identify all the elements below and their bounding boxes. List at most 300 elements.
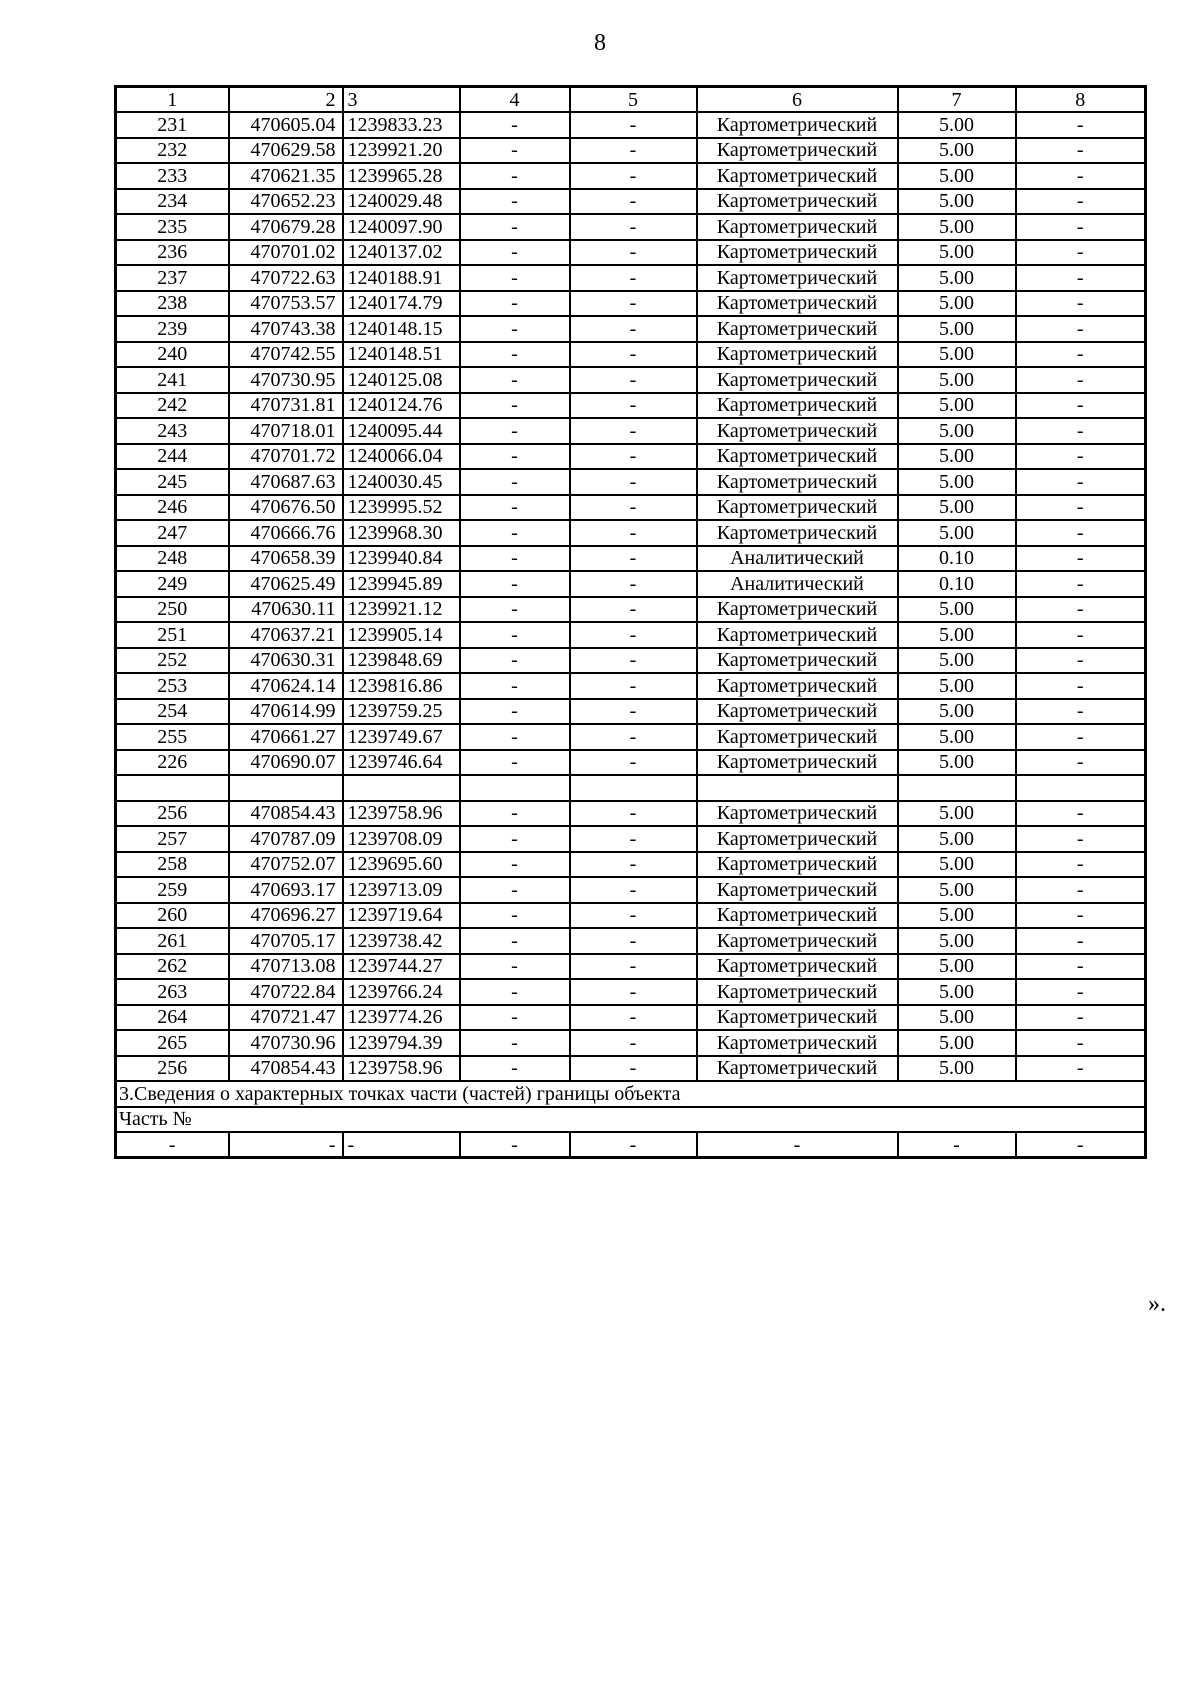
table-cell-col-1: 256 [116,801,229,827]
table-row [116,699,1146,725]
table-cell-col-1: 256 [116,1056,229,1082]
table-cell-col-8: - [1016,928,1146,954]
table-cell-col-4: - [460,648,570,674]
table-cell-col-7: 5.00 [898,1005,1016,1031]
table-cell-col-7: 5.00 [898,928,1016,954]
table-cell-col-3: 1240148.15 [343,316,460,342]
table-cell-col-4: - [460,163,570,189]
table-cell-col-8: - [1016,622,1146,648]
table-row [116,469,1146,495]
page-number: 8 [594,30,606,56]
table-cell-col-6: Картометрический [697,444,898,470]
table-cell-col-7: 5.00 [898,597,1016,623]
table-cell-col-1: 262 [116,954,229,980]
table-cell-col-7: 5.00 [898,954,1016,980]
table-row [116,418,1146,444]
table-cell-col-3: 1239713.09 [343,877,460,903]
table-cell-col-3: 1239695.60 [343,852,460,878]
table-cell-col-6: Картометрический [697,469,898,495]
table-cell-col-8: - [1016,265,1146,291]
table-cell-col-7: 5.00 [898,673,1016,699]
table-cell-col-6: Картометрический [697,265,898,291]
table-cell-col-5: - [570,1056,697,1082]
empty-cell [229,775,343,801]
table-cell-col-8: - [1016,316,1146,342]
table-row [116,852,1146,878]
table-cell-col-4: - [460,597,570,623]
table-cell-col-4: - [460,571,570,597]
table-cell-col-5: - [570,342,697,368]
table-cell-col-2: 470637.21 [229,622,343,648]
table-cell-col-4: - [460,724,570,750]
table-cell-col-8: - [1016,138,1146,164]
table-cell-col-2: 470752.07 [229,852,343,878]
table-cell-col-3: - [343,1132,460,1158]
table-cell-col-3: 1239738.42 [343,928,460,954]
table-row [116,240,1146,266]
table-cell-col-1: 238 [116,291,229,317]
table-cell-col-3: 1239708.09 [343,826,460,852]
empty-cell [1016,775,1146,801]
table-cell-col-8: - [1016,1030,1146,1056]
table-cell-col-3: 1239719.64 [343,903,460,929]
table-row [116,673,1146,699]
table-cell-col-6: Картометрический [697,1056,898,1082]
table-cell-col-8: - [1016,877,1146,903]
table-cell-col-7: 0.10 [898,571,1016,597]
table-cell-col-8: - [1016,801,1146,827]
table-cell-col-3: 1239766.24 [343,979,460,1005]
table-cell-col-7: 5.00 [898,699,1016,725]
table-cell-col-3: 1239759.25 [343,699,460,725]
table-cell-col-2: 470701.72 [229,444,343,470]
table-cell-col-1: 236 [116,240,229,266]
table-cell-col-2: 470605.04 [229,112,343,138]
table-cell-col-6: Картометрический [697,1030,898,1056]
table-cell-col-7: 5.00 [898,393,1016,419]
table-cell-col-1: 239 [116,316,229,342]
table-cell-col-1: 1 [116,87,229,113]
table-cell-col-1: 231 [116,112,229,138]
table-cell-col-8: - [1016,903,1146,929]
table-cell-col-4: - [460,138,570,164]
table-cell-col-6: Картометрический [697,928,898,954]
table-cell-col-8: - [1016,444,1146,470]
table-cell-col-8: - [1016,673,1146,699]
table-row [116,444,1146,470]
table-cell-col-6: Картометрический [697,240,898,266]
table-row [116,495,1146,521]
table-cell-col-5: 5 [570,87,697,113]
table-cell-col-6: Картометрический [697,877,898,903]
table-cell-col-8: - [1016,546,1146,572]
table-cell-col-7: 5.00 [898,189,1016,215]
table-cell-col-8: - [1016,418,1146,444]
table-cell-col-4: - [460,112,570,138]
table-cell-col-7: 5.00 [898,852,1016,878]
table-cell-col-6: Картометрический [697,163,898,189]
table-cell-col-6: Картометрический [697,367,898,393]
table-cell-col-1: 248 [116,546,229,572]
table-cell-col-2: - [229,1132,343,1158]
table-cell-col-4: - [460,673,570,699]
table-cell-col-7: 5.00 [898,1056,1016,1082]
table-row [116,877,1146,903]
table-cell-col-6: Картометрический [697,648,898,674]
table-cell-col-6: Картометрический [697,801,898,827]
table-row [116,928,1146,954]
table-cell-col-1: 254 [116,699,229,725]
table-row [116,546,1146,572]
closing-quote-mark: ». [1148,1291,1166,1317]
table-cell-col-5: - [570,393,697,419]
table-row [116,520,1146,546]
section-title-row [116,1081,1146,1107]
section-title: 3.Сведения о характерных точках части (частей) границы объекта [116,1081,1146,1107]
table-cell-col-7: 5.00 [898,418,1016,444]
table-cell-col-4: - [460,826,570,852]
table-row [116,750,1146,776]
table-cell-col-1: 249 [116,571,229,597]
table-row [116,801,1146,827]
table-cell-col-2: 470722.63 [229,265,343,291]
table-cell-col-8: - [1016,240,1146,266]
table-header-row [116,87,1146,113]
table-cell-col-4: - [460,495,570,521]
table-cell-col-8: - [1016,954,1146,980]
table-row [116,571,1146,597]
table-cell-col-4: - [460,265,570,291]
table-cell-col-8: - [1016,189,1146,215]
table-cell-col-2: 470624.14 [229,673,343,699]
table-cell-col-2: 470693.17 [229,877,343,903]
table-cell-col-2: 470721.47 [229,1005,343,1031]
table-cell-col-5: - [570,367,697,393]
table-cell-col-3: 1239968.30 [343,520,460,546]
table-cell-col-1: 261 [116,928,229,954]
table-cell-col-7: 5.00 [898,342,1016,368]
table-cell-col-2: 470743.38 [229,316,343,342]
table-row [116,189,1146,215]
table-cell-col-5: - [570,928,697,954]
table-cell-col-5: - [570,240,697,266]
table-cell-col-5: - [570,571,697,597]
table-cell-col-2: 470753.57 [229,291,343,317]
table-cell-col-5: - [570,444,697,470]
table-cell-col-2: 470731.81 [229,393,343,419]
table-cell-col-7: 5.00 [898,112,1016,138]
table-cell-col-4: 4 [460,87,570,113]
table-cell-col-7: 5.00 [898,622,1016,648]
table-cell-col-6: Картометрический [697,112,898,138]
table-cell-col-6: Картометрический [697,903,898,929]
table-cell-col-3: 1239758.96 [343,1056,460,1082]
table-cell-col-1: 252 [116,648,229,674]
table-cell-col-2: 470625.49 [229,571,343,597]
table-cell-col-3: 1239848.69 [343,648,460,674]
table-cell-col-6: Картометрический [697,979,898,1005]
table-row [116,291,1146,317]
table-cell-col-8: - [1016,291,1146,317]
table-cell-col-1: 237 [116,265,229,291]
table-cell-col-3: 1240174.79 [343,291,460,317]
table-cell-col-7: 5.00 [898,163,1016,189]
table-cell-col-6: Картометрический [697,699,898,725]
table-cell-col-6: Картометрический [697,1005,898,1031]
table-row [116,724,1146,750]
table-cell-col-8: - [1016,597,1146,623]
table-cell-col-2: 470621.35 [229,163,343,189]
table-cell-col-4: - [460,954,570,980]
part-label-row [116,1107,1146,1133]
table-cell-col-4: - [460,469,570,495]
table-cell-col-5: - [570,469,697,495]
table-cell-col-6: Картометрический [697,342,898,368]
table-cell-col-3: 1239816.86 [343,673,460,699]
table-body [116,87,1146,1158]
table-cell-col-2: 470661.27 [229,724,343,750]
table-cell-col-7: 5.00 [898,138,1016,164]
table-cell-col-7: 5.00 [898,724,1016,750]
table-cell-col-5: - [570,418,697,444]
table-cell-col-7: 5.00 [898,877,1016,903]
table-cell-col-5: - [570,163,697,189]
table-cell-col-6: Аналитический [697,546,898,572]
table-cell-col-2: 470614.99 [229,699,343,725]
table-cell-col-4: - [460,214,570,240]
table-cell-col-5: - [570,903,697,929]
table-cell-col-4: - [460,801,570,827]
table-cell-col-5: - [570,673,697,699]
table-cell-col-1: 257 [116,826,229,852]
table-cell-col-5: - [570,979,697,1005]
table-cell-col-2: 470713.08 [229,954,343,980]
table-cell-col-1: 233 [116,163,229,189]
table-cell-col-6: Картометрический [697,724,898,750]
table-cell-col-4: - [460,1005,570,1031]
table-cell-col-2: 470730.96 [229,1030,343,1056]
table-cell-col-3: 1240125.08 [343,367,460,393]
table-cell-col-8: - [1016,342,1146,368]
table-cell-col-7: 5.00 [898,316,1016,342]
table-cell-col-1: 259 [116,877,229,903]
table-cell-col-3: 3 [343,87,460,113]
table-cell-col-3: 1239746.64 [343,750,460,776]
table-row [116,622,1146,648]
table-cell-col-1: 251 [116,622,229,648]
table-cell-col-7: 5.00 [898,214,1016,240]
table-cell-col-2: 470722.84 [229,979,343,1005]
table-cell-col-3: 1239965.28 [343,163,460,189]
table-cell-col-8: - [1016,648,1146,674]
table-cell-col-6: Картометрический [697,291,898,317]
table-cell-col-2: 470658.39 [229,546,343,572]
table-cell-col-2: 470687.63 [229,469,343,495]
table-cell-col-3: 1239749.67 [343,724,460,750]
table-cell-col-3: 1239758.96 [343,801,460,827]
table-row [116,648,1146,674]
table-cell-col-6: Картометрический [697,597,898,623]
table-cell-col-7: 5.00 [898,648,1016,674]
table-cell-col-4: - [460,342,570,368]
table-cell-col-7: 5.00 [898,495,1016,521]
part-row [116,1132,1146,1158]
table-cell-col-5: - [570,699,697,725]
table-cell-col-4: - [460,1030,570,1056]
table-cell-col-3: 1240124.76 [343,393,460,419]
table-cell-col-7: 5.00 [898,826,1016,852]
table-cell-col-2: 470696.27 [229,903,343,929]
table-cell-col-3: 1240097.90 [343,214,460,240]
table-cell-col-4: - [460,622,570,648]
table-cell-col-6: Картометрический [697,673,898,699]
table-cell-col-7: 0.10 [898,546,1016,572]
table-cell-col-8: - [1016,699,1146,725]
table-cell-col-2: 470730.95 [229,367,343,393]
table-cell-col-5: - [570,265,697,291]
table-cell-col-5: - [570,852,697,878]
table-cell-col-7: 7 [898,87,1016,113]
table-row [116,826,1146,852]
table-cell-col-4: - [460,852,570,878]
table-cell-col-5: - [570,826,697,852]
table-cell-col-2: 470690.07 [229,750,343,776]
coordinates-table [114,85,1147,1159]
table-cell-col-6: Картометрический [697,189,898,215]
table-row [116,214,1146,240]
table-cell-col-4: - [460,546,570,572]
table-cell-col-3: 1239921.20 [343,138,460,164]
table-cell-col-2: 470705.17 [229,928,343,954]
table-cell-col-5: - [570,189,697,215]
table-cell-col-1: 240 [116,342,229,368]
table-cell-col-8: - [1016,469,1146,495]
table-cell-col-6: Картометрический [697,826,898,852]
table-cell-col-5: - [570,877,697,903]
table-cell-col-7: 5.00 [898,265,1016,291]
table-cell-col-4: - [460,903,570,929]
table-row [116,1056,1146,1082]
table-cell-col-7: 5.00 [898,240,1016,266]
table-cell-col-8: - [1016,1132,1146,1158]
coordinates-table-wrapper [114,85,1144,1159]
table-cell-col-5: - [570,495,697,521]
table-cell-col-4: - [460,189,570,215]
table-cell-col-2: 470787.09 [229,826,343,852]
table-cell-col-4: - [460,418,570,444]
table-cell-col-6: Картометрический [697,852,898,878]
table-cell-col-1: 234 [116,189,229,215]
table-cell-col-4: - [460,520,570,546]
table-cell-col-8: - [1016,214,1146,240]
table-cell-col-1: 241 [116,367,229,393]
table-row [116,112,1146,138]
table-row [116,954,1146,980]
table-cell-col-4: - [460,1132,570,1158]
table-cell-col-3: 1240148.51 [343,342,460,368]
table-cell-col-2: 470679.28 [229,214,343,240]
table-cell-col-8: - [1016,112,1146,138]
table-cell-col-3: 1239905.14 [343,622,460,648]
table-cell-col-3: 1240137.02 [343,240,460,266]
table-cell-col-3: 1239921.12 [343,597,460,623]
table-row [116,903,1146,929]
table-row [116,265,1146,291]
table-cell-col-8: - [1016,495,1146,521]
table-cell-col-6: - [697,1132,898,1158]
table-row [116,979,1146,1005]
table-cell-col-6: Картометрический [697,495,898,521]
table-cell-col-8: - [1016,1005,1146,1031]
table-cell-col-7: 5.00 [898,291,1016,317]
table-cell-col-3: 1240029.48 [343,189,460,215]
table-cell-col-2: 470701.02 [229,240,343,266]
table-cell-col-3: 1240030.45 [343,469,460,495]
table-cell-col-5: - [570,597,697,623]
table-row [116,367,1146,393]
table-cell-col-1: 226 [116,750,229,776]
table-cell-col-8: - [1016,571,1146,597]
table-cell-col-1: 244 [116,444,229,470]
table-cell-col-2: 470652.23 [229,189,343,215]
table-cell-col-4: - [460,699,570,725]
empty-cell [697,775,898,801]
table-cell-col-7: 5.00 [898,520,1016,546]
table-cell-col-2: 470666.76 [229,520,343,546]
table-cell-col-1: 235 [116,214,229,240]
table-cell-col-7: 5.00 [898,979,1016,1005]
table-cell-col-5: - [570,622,697,648]
table-row [116,393,1146,419]
table-cell-col-6: Картометрический [697,520,898,546]
table-cell-col-2: 470718.01 [229,418,343,444]
table-cell-col-4: - [460,240,570,266]
table-cell-col-1: 247 [116,520,229,546]
table-cell-col-4: - [460,444,570,470]
table-cell-col-7: 5.00 [898,1030,1016,1056]
table-cell-col-2: 470854.43 [229,1056,343,1082]
table-cell-col-4: - [460,928,570,954]
table-cell-col-1: 258 [116,852,229,878]
table-cell-col-7: 5.00 [898,801,1016,827]
table-cell-col-5: - [570,1030,697,1056]
table-cell-col-4: - [460,1056,570,1082]
table-cell-col-6: Картометрический [697,138,898,164]
table-cell-col-1: 243 [116,418,229,444]
table-cell-col-5: - [570,648,697,674]
empty-cell [116,775,229,801]
empty-cell [898,775,1016,801]
table-cell-col-4: - [460,291,570,317]
table-cell-col-1: 263 [116,979,229,1005]
table-cell-col-8: - [1016,724,1146,750]
table-cell-col-3: 1239833.23 [343,112,460,138]
table-cell-col-7: 5.00 [898,444,1016,470]
table-cell-col-3: 1239945.89 [343,571,460,597]
table-cell-col-4: - [460,316,570,342]
table-cell-col-4: - [460,979,570,1005]
table-cell-col-2: 2 [229,87,343,113]
table-cell-col-3: 1240188.91 [343,265,460,291]
table-cell-col-5: - [570,138,697,164]
table-cell-col-6: Аналитический [697,571,898,597]
table-cell-col-7: 5.00 [898,367,1016,393]
table-cell-col-3: 1240066.04 [343,444,460,470]
table-cell-col-4: - [460,750,570,776]
table-cell-col-5: - [570,520,697,546]
table-cell-col-5: - [570,291,697,317]
table-cell-col-8: - [1016,393,1146,419]
